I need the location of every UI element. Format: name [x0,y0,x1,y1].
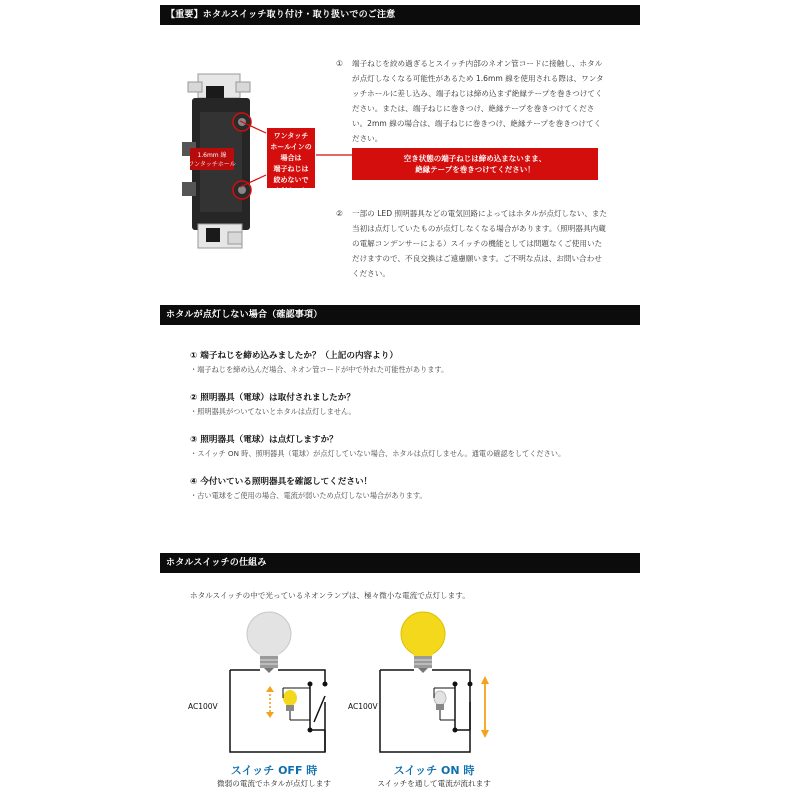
mechanism-intro: ホタルスイッチの中で光っているネオンランプは、極々微小な電流で点灯します。 [190,591,470,600]
ac-label-off: AC100V [188,702,218,711]
note-1 [336,56,608,146]
off-caption-title: スイッチ OFF 時 [230,764,318,777]
check-item-title: ③ 照明器具（電球）は点灯しますか？ [190,435,338,445]
off-caption-sub: 微弱の電流でホタルが点灯します [217,779,331,788]
ac-label-on: AC100V [348,702,378,711]
check-item-title: ② 照明器具（電球）は取付されましたか？ [190,393,355,403]
switch-on-diagram [340,610,510,760]
note-1-text: 端子ねじを絞め過ぎるとスイッチ内部のネオン管コードに接触し、ホタルが点灯しなくなる可能性があるため 1.6mm 線を使用される際は、ワンタッチホールに差し込み、端子ねじは締め込まず絶縁テープを巻きつけてください。または、端子ねじに巻きつけ、絶縁テープを巻きつけてください。2mm 線の場合は、端子ねじに巻きつけ、絶縁テープを巻きつけてください。 [352,59,604,143]
check-item-detail: ・古い電球をご使用の場合、電流が弱いため点灯しない場合があります。 [190,491,427,500]
photo-label-hole: ワンタッチホール [188,161,236,168]
alert-box: 空き状態の端子ねじは締め込まないまま、 絶縁テープを巻きつけてください！ [352,148,598,180]
check-item-detail: ・照明器具がついてないとホタルは点灯しません。 [190,407,356,416]
bulb-off-icon [247,612,291,673]
current-arrow-icon [481,676,489,738]
dotted-arrow-icon [266,686,274,718]
mechanism-header: ホタルスイッチの仕組み [160,553,640,573]
switch-open-contact [314,696,325,722]
on-caption-title: スイッチ ON 時 [393,764,475,777]
on-caption-sub: スイッチを通して電流が流れます [377,779,491,788]
switch-off-diagram [180,610,350,760]
check-item [190,434,630,460]
check-item-title: ① 端子ねじを締め込みましたか？（上記の内容より） [190,351,398,361]
check-item-detail: ・端子ねじを締め込んだ場合、ネオン管コードが中で外れた可能性があります。 [190,365,449,374]
photo-label-wire: 1.6mm 線 [197,152,227,159]
check-item-detail: ・スイッチ ON 時、照明器具（電球）が点灯していない場合、ホタルは点灯しません。通電の確認をしてください。 [190,449,566,458]
bulb-on-icon [401,612,445,673]
note-2-text: 一部の LED 照明器具などの電気回路によってはホタルが点灯しない、また当初は点灯していたものが点灯しなくなる場合があります。（照明器具内蔵の電解コンデンサーによる）スイッチの機能としては問題なくご使用いただけますので、不良交換はご遠慮願います。ご不明な点は、お問い合わせください。 [352,209,608,278]
note-2-number: ② [336,209,343,218]
note-1-number: ① [336,59,343,68]
note-2 [336,206,608,281]
neon-lamp-off-icon [434,688,455,720]
neon-lamp-on-icon [283,688,310,720]
precautions-header: 【重要】ホタルスイッチ取り付け・取り扱いでのご注意 [160,5,640,25]
check-header: ホタルが点灯しない場合（確認事項） [160,305,640,325]
check-item-title: ④ 今付いている照明器具を確認してください！ [190,477,373,487]
check-item [190,392,630,418]
check-item [190,476,630,502]
check-item [190,350,630,376]
callout-box: ワンタッチ ホールインの 場合は 端子ねじは 絞めないで ください！ [266,127,316,189]
